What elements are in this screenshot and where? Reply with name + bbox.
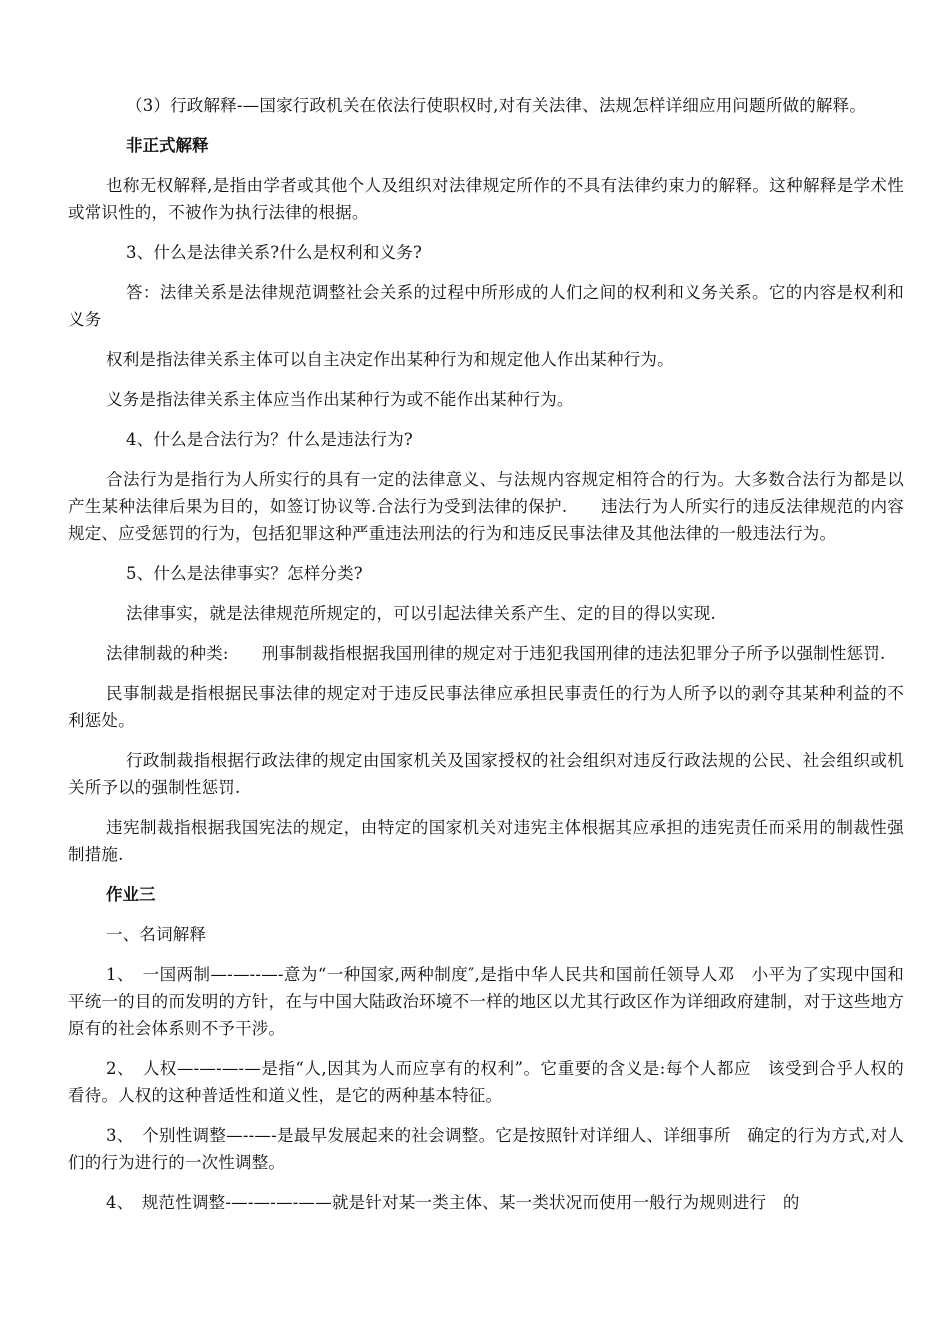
answer-4: 合法行为是指行为人所实行的具有一定的法律意义、与法规内容规定相符合的行为。大多数合法行为都是以产生某种法律后果为目的，如签订协议等.合法行为受到法律的保护. 违法行为人所实行的违反法律规范的内容规定、应受惩罚的行为，包括犯罪这种严重违法刑法的行为和违反民事法律及其他法律的一般违法行为。 [68,470,904,543]
question-4: 4、什么是合法行为？什么是违法行为? [126,430,413,449]
question-5: 5、什么是法律事实？怎样分类? [126,564,363,583]
section-heading-informal-interpretation: 非正式解释 [126,136,209,155]
paragraph-rights: 权利是指法律关系主体可以自主决定作出某种行为和规定他人作出某种行为。 [106,350,674,369]
subheading-term-explanation: 一、名词解释 [106,925,207,944]
paragraph-obligations: 义务是指法律关系主体应当作出某种行为或不能作出某种行为。 [106,390,574,409]
term-3-individual-adjustment: 3、 个别性调整—--—-是最早发展起来的社会调整。它是按照针对详细人、详细事所 确定的行为方式,对人们的行为进行的一次性调整。 [68,1126,904,1172]
section-heading-homework-3: 作业三 [106,885,156,904]
answer-5: 法律事实，就是法律规范所规定的，可以引起法律关系产生、定的目的得以实现. [126,604,716,623]
paragraph-administrative-sanction: 行政制裁指根据行政法律的规定由国家机关及国家授权的社会组织对违反行政法规的公民、社会组织或机关所予以的强制性惩罚. [68,751,904,797]
term-2-human-rights: 2、 人权—-—-—-—是指“人,因其为人而应享有的权利”。它重要的含义是:每个人都应 该受到合乎人权的看待。人权的这种普适性和道义性，是它的两种基本特征。 [68,1059,904,1105]
term-1-one-country-two-systems: 1、 一国两制—-—--—-意为“一种国家,两种制度″,是指中华人民共和国前任领导人邓 小平为了实现中国和平统一的目的而发明的方针，在与中国大陆政治环境不一样的地区以尤其行政区作为详细政府建制，对于这些地方原有的社会体系则不予干涉。 [68,965,904,1038]
question-3: 3、什么是法律关系?什么是权利和义务? [126,243,422,262]
paragraph-constitutional-sanction: 违宪制裁指根据我国宪法的规定，由特定的国家机关对违宪主体根据其应承担的违宪责任而采用的制裁性强制措施. [68,818,904,864]
paragraph-administrative-interpretation: （3）行政解释-—国家行政机关在依法行使职权时,对有关法律、法规怎样详细应用问题所做的解释。 [126,96,867,115]
answer-3: 答：法律关系是法律规范调整社会关系的过程中所形成的人们之间的权利和义务关系。它的内容是权利和义务 [68,283,904,329]
term-4-normative-adjustment: 4、 规范性调整-—-—-—-——就是针对某一类主体、某一类状况而使用一般行为规则进行 的 [106,1193,800,1212]
paragraph-civil-sanction: 民事制裁是指根据民事法律的规定对于违反民事法律应承担民事责任的行为人所予以的剥夺其某种利益的不利惩处。 [68,684,904,730]
paragraph-sanction-types: 法律制裁的种类: 刑事制裁指根据我国刑律的规定对于违犯我国刑律的违法犯罪分子所予以强制性惩罚. [106,644,886,663]
paragraph-informal-interpretation: 也称无权解释,是指由学者或其他个人及组织对法律规定所作的不具有法律约束力的解释。这种解释是学术性或常识性的，不被作为执行法律的根据。 [68,176,904,222]
